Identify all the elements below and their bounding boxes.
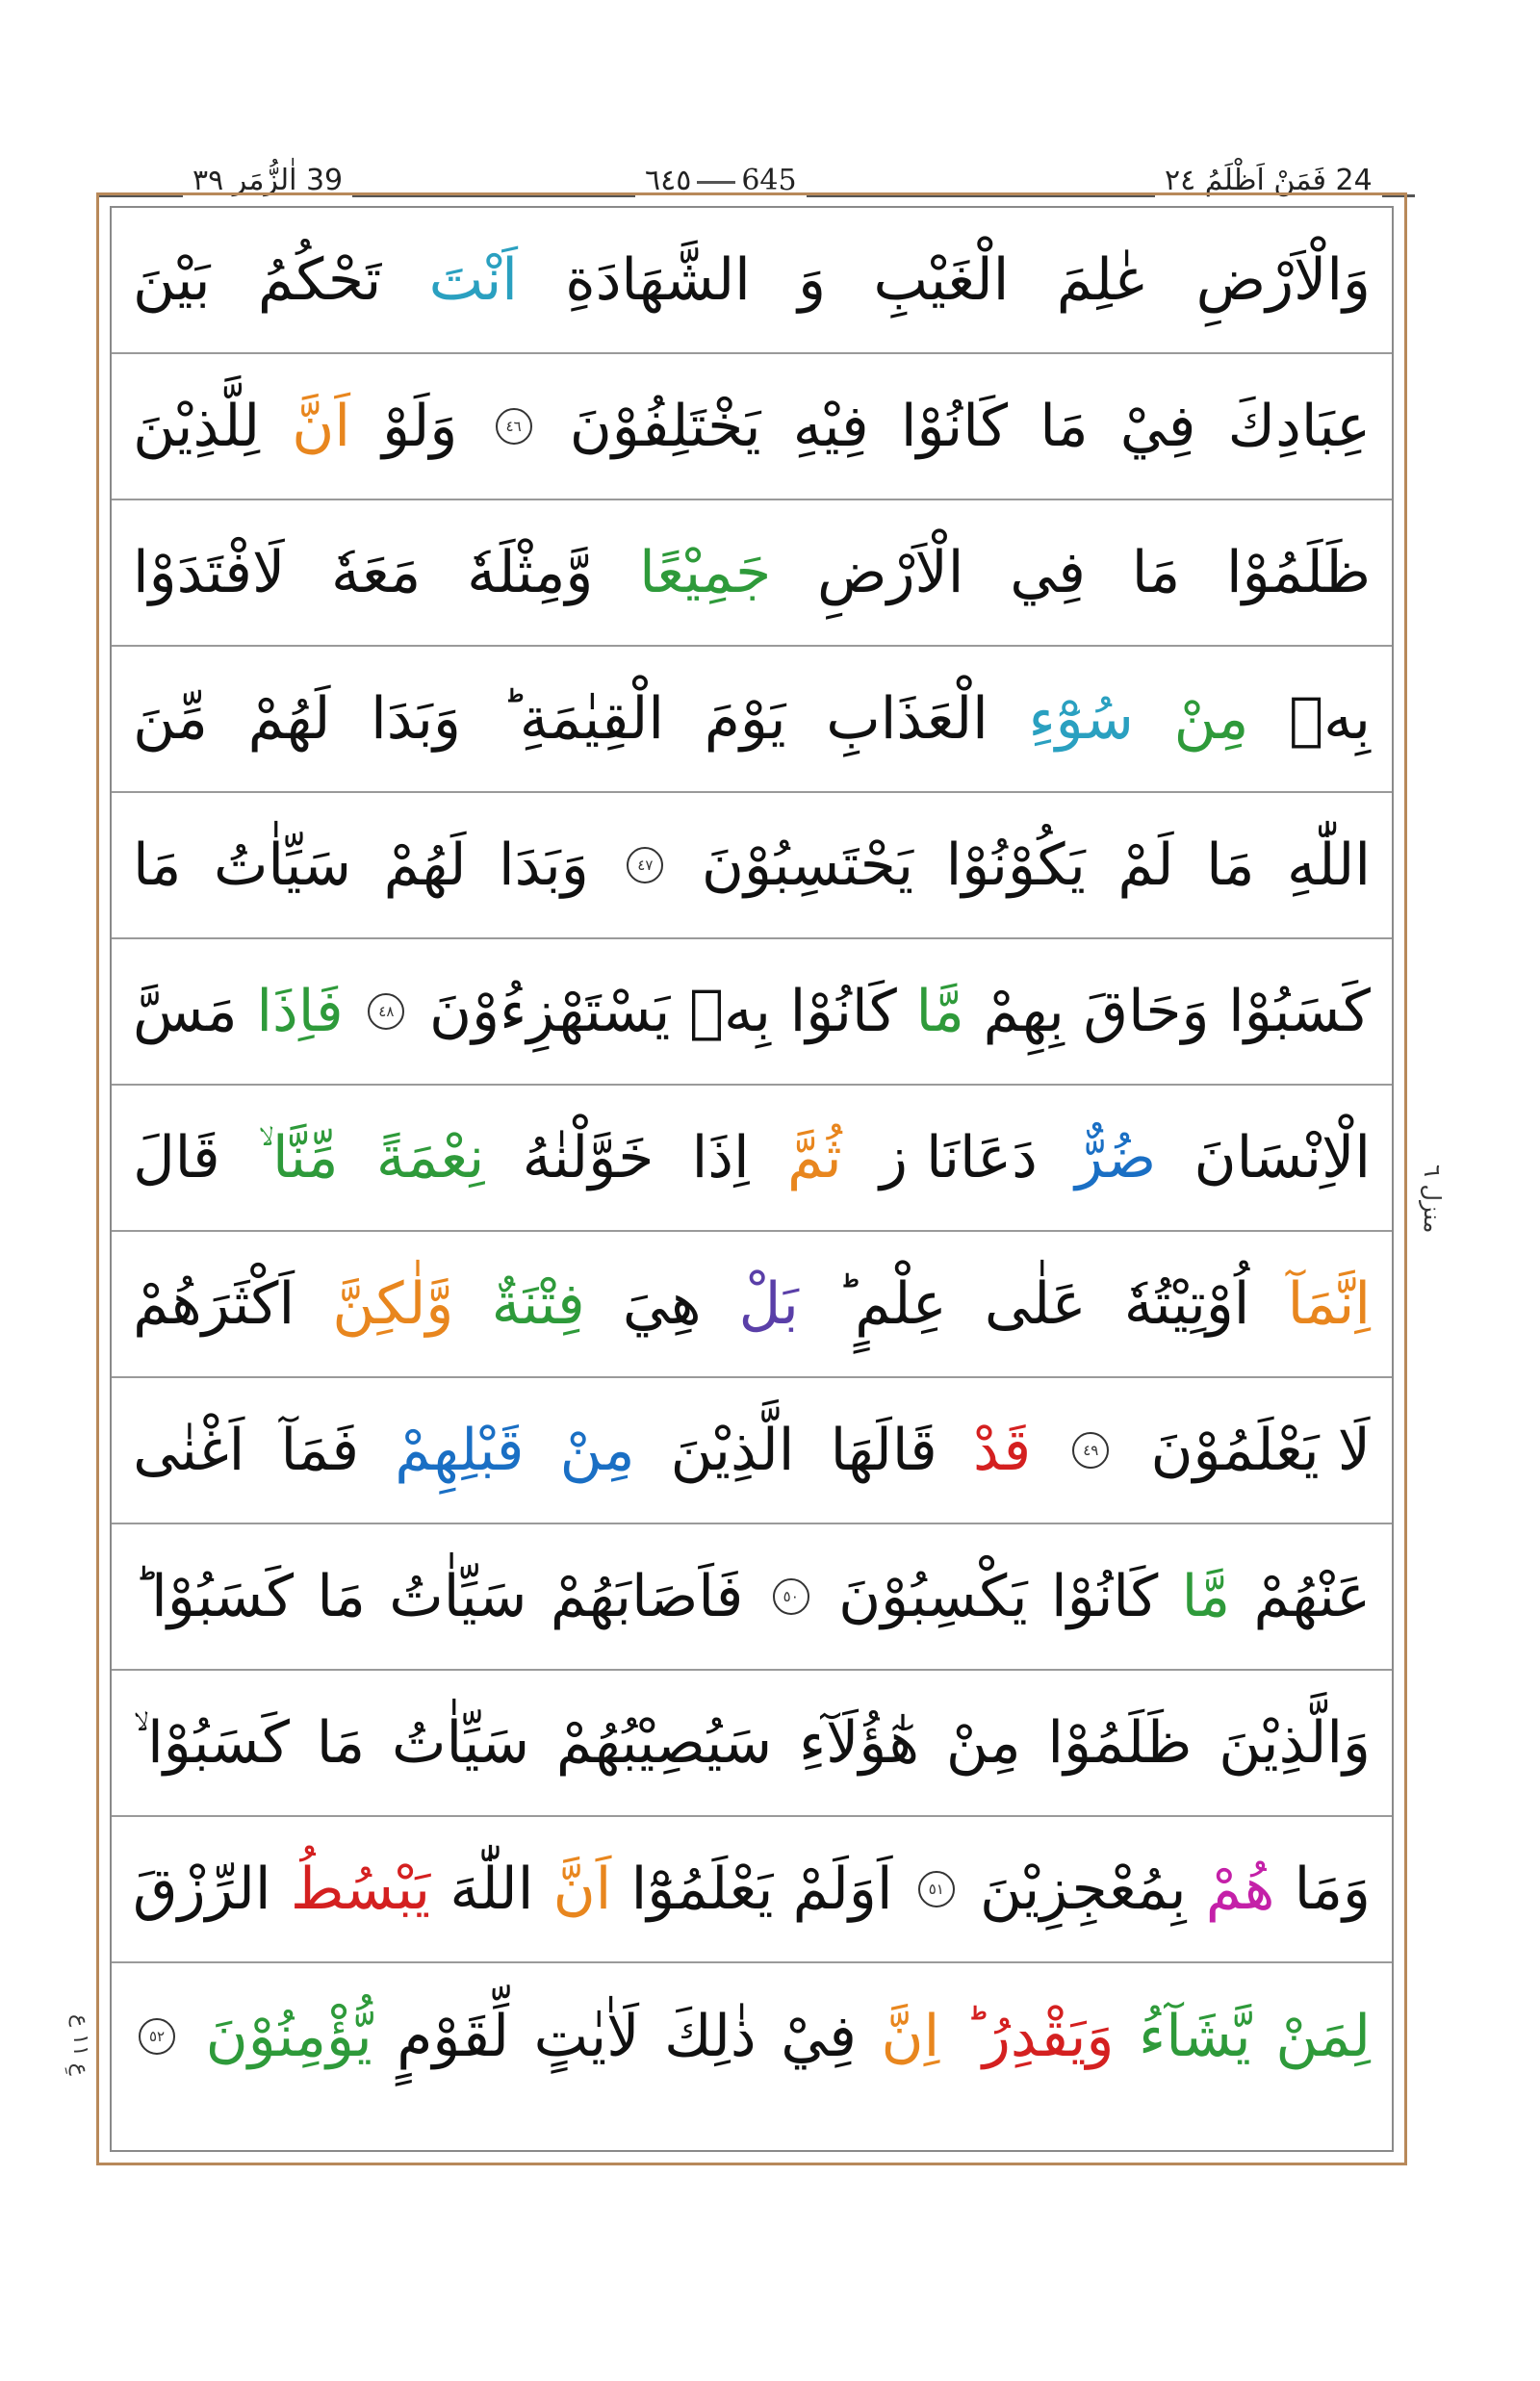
quran-word: مَا [133,832,182,899]
quran-word: وَبَدَا [371,685,461,753]
quran-word: كَانُوْا [1051,1563,1159,1630]
verse-line [112,793,1392,939]
quran-word: مَا [1206,832,1255,899]
quran-word: مَا [1040,393,1089,460]
quran-word: كَسَبُوْا ۙ [133,1709,290,1777]
quran-word: مِنْ [1173,685,1249,753]
quran-word: فَمَآ [280,1417,360,1484]
quran-word: اِنَّ [881,2003,940,2070]
juz-name: 24 فَمَنْ اَظْلَمُ ٢٤ [1155,162,1382,200]
quran-word: مَعَهٗ [330,539,422,606]
quran-word: عَنْهُمْ [1253,1563,1371,1630]
quran-word: كَانُوْا [789,978,897,1045]
verse-line [112,354,1392,500]
quran-word: ذٰلِكَ [664,2003,757,2070]
quran-word: وَحَاقَ [1083,978,1210,1045]
page-number-arabic: ٦٤٥ [645,164,692,197]
quran-word: وَّمِثْلَهٗ [467,539,594,606]
quran-word: يَسْتَهْزِءُوْنَ [429,978,671,1045]
quran-word: فِيْ [781,2003,857,2070]
quran-word: اَنَّ [292,393,350,460]
quran-word: لِلَّذِيْنَ [133,393,261,460]
verse-line [112,1817,1392,1963]
verse-line [112,500,1392,647]
quran-word: اُوْتِيْتُهٗ [1123,1270,1250,1338]
ayah-number-marker: ٥٠ [773,1578,809,1615]
verse-line [112,1232,1392,1378]
ayah-number-marker: ٥٢ [139,2018,175,2055]
ruku-marker: عِ ١١ ع [68,2014,92,2076]
verse-line [112,1086,1392,1232]
quran-word: عِلْمٍ ؕ [836,1270,947,1338]
quran-word: لَهُمْ [247,685,331,753]
quran-word: بِهٖ [689,978,771,1045]
quran-word: بِهِمْ [983,978,1065,1045]
quran-word: نِعْمَةً [375,1124,485,1191]
quran-word: يَحْتَسِبُوْنَ [701,832,914,899]
quran-word: مَّا [915,978,964,1045]
ayah-number-marker: ٤٩ [1072,1432,1109,1469]
quran-word: هِيَ [622,1270,702,1338]
quran-word: قَبْلِهِمْ [395,1417,525,1484]
surah-name: 39 اٰلزُّمَر ٣٩ [183,162,352,200]
quran-word: اَغْنٰى [133,1417,245,1484]
page-number-separator [697,181,735,184]
quran-word: وَالْاَرْضِ [1195,246,1371,314]
quran-word: يَكُوْنُوْا [945,832,1086,899]
quran-word: الرِّزْقَ [133,1856,271,1923]
quran-word: قَالَ [133,1124,220,1191]
quran-word: مِنْ [945,1709,1021,1777]
quran-word: ثُمَّ [787,1124,842,1191]
quran-word: الْعَذَابِ [826,685,988,753]
verse-line [112,1671,1392,1817]
quran-word: سَيُصِيْبُهُمْ [555,1709,773,1777]
quran-word: بِهٖ [1289,685,1371,753]
quran-word: الَّذِيْنَ [670,1417,795,1484]
manzil-marker: منزل ٦ [1419,1165,1446,1234]
quran-word: الشَّهَادَةِ [565,246,751,314]
quran-word: دَعَانَا ز [879,1124,1038,1191]
quran-word: فِي [1010,539,1086,606]
quran-word: قَدْ [972,1417,1032,1484]
quran-word: الْغَيْبِ [873,246,1010,314]
quran-word: وَمَا [1294,1856,1371,1923]
quran-word: يَعْلَمُوْٓا [630,1856,774,1923]
ayah-number-marker: ٤٨ [368,993,404,1030]
quran-word: كَسَبُوْا [1228,978,1371,1045]
quran-word: لَهُمْ [383,832,467,899]
quran-word: مِنْ [559,1417,635,1484]
quran-word: سَيِّاٰتُ [391,1709,530,1777]
quran-word: سَيِّاٰتُ [213,832,352,899]
quran-word: مَا [317,1563,366,1630]
ayah-number-marker: ٤٧ [627,847,663,883]
quran-word: بِمُعْجِزِيْنَ [980,1856,1187,1923]
quran-word: سَيِّاٰتُ [389,1563,527,1630]
quran-word: اللّٰهَ [449,1856,534,1923]
quran-word: ظَلَمُوْا [1047,1709,1193,1777]
quran-word: سُوْٓءِ [1028,685,1134,753]
quran-word: لَمْ [1117,832,1174,899]
quran-word: ظَلَمُوْا [1226,539,1371,606]
quran-word: عَلٰى [984,1270,1087,1338]
ayah-number-marker: ٥١ [918,1871,955,1907]
quran-word: اَوَلَمْ [792,1856,893,1923]
quran-word: مَا [316,1709,366,1777]
verse-line [112,1378,1392,1524]
quran-word: الْاِنْسَانَ [1194,1124,1371,1191]
quran-word: هٰٓؤُلَآءِ [798,1709,920,1777]
ayah-number-marker: ٤٦ [496,408,532,445]
quran-word: فِيْ [1119,393,1196,460]
quran-word: لِمَنْ [1275,2003,1371,2070]
quran-word: لِّقَوْمٍ [397,2003,510,2070]
quran-word: يُّؤْمِنُوْنَ [205,2003,372,2070]
quran-word: فَاِذَا [256,978,344,1045]
quran-word: تَحْكُمُ [257,246,382,314]
quran-word: ضُرٌّ [1075,1124,1157,1191]
quran-word: اَنَّ [552,1856,612,1923]
quran-word: لَا يَعْلَمُوْنَ [1150,1417,1371,1484]
quran-word: فِيْهِ [792,393,869,460]
quran-word: كَسَبُوْا ؕ [133,1563,295,1630]
quran-word: لَاٰيٰتٍ [533,2003,640,2070]
quran-word: مِّنَّا ۙ [257,1124,339,1191]
quran-word: مَّا [1181,1563,1231,1630]
quran-word: مَا [1131,539,1181,606]
quran-word: مَسَّ [133,978,238,1045]
quran-word: فِتْنَةٌ [491,1270,585,1338]
quran-word: اَنْتَ [428,246,518,314]
quran-word: قَالَهَا [830,1417,937,1484]
quran-word: فَاَصَابَهُمْ [550,1563,744,1630]
quran-word: وَّلٰكِنَّ [332,1270,454,1338]
page-number: 645 [741,164,797,197]
verse-line [112,208,1392,354]
quran-word: يَبْسُطُ [290,1856,431,1923]
quran-word: هُمْ [1205,1856,1275,1923]
quran-word: وَالَّذِيْنَ [1219,1709,1371,1777]
quran-word: اِنَّمَآ [1287,1270,1371,1338]
quran-word: مِّنَ [133,685,208,753]
quran-word: الْقِيٰمَةِ ؕ [500,685,664,753]
quran-word: وَيَقْدِرُ ؕ [963,2003,1115,2070]
quran-word: الْاَرْضِ [817,539,964,606]
verse-line [112,1524,1392,1671]
quran-word: لَافْتَدَوْا [133,539,286,606]
verse-line [112,1963,1392,2110]
quran-word: يَخْتَلِفُوْنَ [569,393,761,460]
quran-word: جَمِيْعًا [639,539,772,606]
quran-word: كَانُوْا [900,393,1009,460]
quran-word: يَوْمَ [704,685,786,753]
quran-word: وَبَدَا [499,832,589,899]
quran-word: اَكْثَرَهُمْ [133,1270,295,1338]
quran-word: بَيْنَ [133,246,211,314]
quran-word: عِبَادِكَ [1227,393,1371,460]
verse-line [112,647,1392,793]
quran-word: وَ [798,246,827,314]
quran-word: بَلْ [738,1270,799,1338]
verse-line [112,939,1392,1086]
quran-word: اللّٰهِ [1287,832,1371,899]
quran-word: يَكْسِبُوْنَ [838,1563,1028,1630]
quran-word: عٰلِمَ [1056,246,1149,314]
quran-word: يَّشَآءُ [1139,2003,1251,2070]
quran-word: اِذَا [691,1124,750,1191]
quran-word: وَلَوْ [382,393,458,460]
quran-word: خَوَّلْنٰهُ [522,1124,654,1191]
